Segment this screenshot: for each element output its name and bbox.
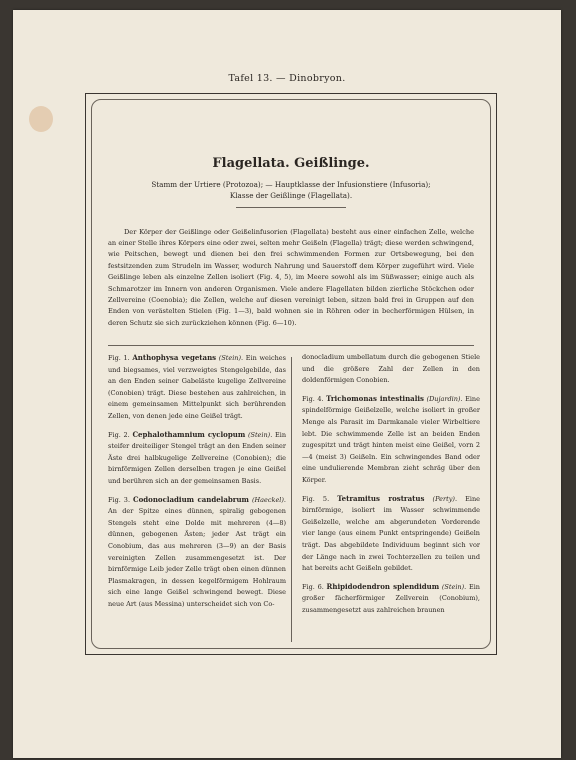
figure-description: Eine spindelförmige Geißelzelle, welche isoliert in großer Menge als Parasit im Darmkanale vieler Wirbeltiere lebt. Die schwimmende Zelle ist an beiden Enden zugespitzt und trägt hinten meist eine Geißel, vorn 2—4 (meist 3) Geißeln. Ein schwingendes Band oder eine undulierende Membran zieht schräg über den Körper. [302, 394, 480, 484]
species-author: (Haeckel). [251, 495, 286, 504]
species-author: (Stein). [441, 582, 467, 591]
divider-rule [236, 207, 346, 208]
intro-paragraph: Der Körper der Geißlinge oder Geißelinfusorien (Flagellata) besteht aus einer einfachen Zelle, welche an einer Stelle ihres Körpers eine oder zwei, selten mehr Geißeln (Flagella) trägt; diese werden schwingend, wie Peitschen, bewegt und dienen bei den frei schwimmenden Formen zur Ortsbewegung, bei den festsitzenden zum Strudeln im Wasser, wodurch Nahrung und Sauerstoff dem Körper zugeführt wird. Viele Geißlinge leben als einzelne Zellen isoliert (Fig. 4, 5), im Meere sowohl als im Süßwasser; einige auch als Schmarotzer im Innern von anderen Organismen. Viele andere Flagellaten bilden zierliche Stöckchen oder Zellvereine (Coenobia); die Zellen, welche auf diesen vereinigt leben, sitzen bald frei in Gruppen auf den Enden von verästelten Stielen (Fig. 1—3), bald wohnen sie in Röhren oder in becherförmigen Hülsen, in deren Schutz sie sich zurückziehen können (Fig. 6—10). [108, 227, 474, 327]
plate-label: Tafel 13. — Dinobryon. [228, 73, 346, 84]
text-frame [85, 93, 497, 655]
figure-entry [108, 429, 286, 488]
paper-stain [29, 106, 53, 132]
figure-description: An der Spitze eines dünnen, spiralig gebogenen Stengels steht eine Dolde mit mehreren (4—8) dünnen, gebogenen Ästen; jeder Ast trägt ein Conobium, das aus mehreren (3—9) an der Basis vereinigten Zellen zusammengesetzt ist. Der birnförmige Leib jeder Zelle trägt oben einen dünnen Plasmakragen, in dessen kegelförmigem Hohlraum sich eine lange Geißel schwingend bewegt. Diese neue Art (aus Messina) unterscheidet sich von Co- [108, 507, 286, 608]
species-name: Anthophysa vegetans [132, 353, 217, 362]
species-name: Codonocladium candelabrum [133, 494, 249, 504]
figure-description: Ein großer fächerförmiger Zellverein (Conobium), zusammengesetzt aus zahlreichen braunen [302, 582, 480, 614]
figure-number: Fig. 5. [302, 494, 330, 503]
figure-entry-continued [302, 352, 480, 387]
divider-rule [108, 345, 474, 346]
figure-entry [302, 493, 480, 575]
subtitle-line: Stamm der Urtiere (Protozoa); — Hauptklasse der Infusionstiere (Infusoria); [151, 180, 431, 189]
species-author: (Stein). [218, 354, 244, 362]
column-divider [291, 357, 292, 642]
figure-description: Ein steifer dreiteiliger Stengel trägt an den Enden seiner Äste drei halbkugelige Zellvereine (Conobien); die birnförmigen Zellen derselben tragen je eine Geißel und berühren sich an der gemeinsamen Basis. [108, 430, 287, 485]
figure-number: Fig. 2. [108, 430, 130, 439]
subtitle-line: Klasse der Geißlinge (Flagellata). [229, 191, 353, 200]
figure-number: Fig. 4. [302, 394, 324, 403]
species-author: (Perty). [432, 494, 458, 503]
figure-number: Fig. 6. [302, 582, 324, 591]
page-title: Flagellata. Geißlinge. [212, 156, 370, 171]
figure-entry [108, 352, 286, 423]
species-author: (Dujardin). [426, 394, 463, 403]
species-author: (Stein). [247, 430, 273, 439]
species-name: Tetramitus rostratus [337, 493, 425, 503]
taxonomy-subtitle [106, 179, 476, 201]
species-name: Rhipidodendron splendidum [326, 581, 440, 591]
figure-description: Eine birnförmige, isoliert im Wasser schwimmende Geißelzelle, welche am abgerundeten Vorderende vier lange (aus einem Punkt entspringende) Geißeln trägt. Das abgebildete Individuum beginnt sich vor der Länge nach in zwei Tochterzellen zu teilen und hat bereits acht Geißeln gebildet. [302, 494, 480, 573]
figure-entry [108, 494, 286, 611]
figure-entry [302, 393, 480, 487]
figure-description: donocladium umbellatum durch die gebogenen Stiele und die größere Zahl der Zellen in den doldenförmigen Conobien. [302, 353, 480, 385]
figure-number: Fig. 1. [108, 354, 130, 362]
plate-page [13, 10, 561, 758]
figure-description: Ein weiches und biegsames, viel verzweigtes Stengelgebilde, das an den Enden seiner Gabeläste kugelige Zellvereine (Conobien) trägt. Diese bestehen aus zahlreichen, in einem gemeinsamen Mittelpunkt sich berührenden Zellen, von denen jede eine Geißel trägt. [108, 354, 286, 420]
figure-entry [302, 581, 480, 617]
left-column [108, 352, 286, 616]
right-column [302, 352, 480, 622]
species-name: Trichomonas intestinalis [326, 393, 424, 403]
species-name: Cephalothamnium cyclopum [132, 429, 246, 439]
figure-number: Fig. 3. [108, 495, 131, 504]
